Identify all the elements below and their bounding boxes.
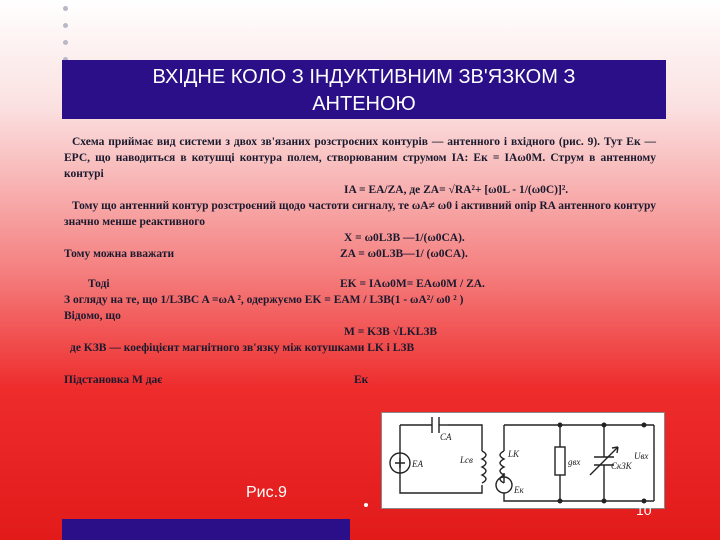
resistor-gvh-icon <box>555 447 565 475</box>
page-number: 10 <box>636 502 652 518</box>
row-then-formula: EK = IAω0M= EAω0M / ZA. <box>340 278 485 290</box>
paragraph-5: З огляду на те, що 1/LЗВC A =ωA ², одержуємо EK = EAM / LЗВ(1 - ωA²/ ω0 ² ) <box>64 294 464 306</box>
title-line-1: ВХІДНЕ КОЛО З ІНДУКТИВНИМ ЗВ'ЯЗКОМ З <box>152 66 576 88</box>
row-then-label: Тоді <box>88 278 110 290</box>
row-substitution-tail: Eк <box>354 374 369 386</box>
slide-body <box>64 134 656 388</box>
slide-title <box>62 60 666 119</box>
label-uvh: Uвх <box>634 451 649 461</box>
label-ca: CA <box>440 432 452 442</box>
row-approximation-formula: ZA = ω0LЗВ—1/ (ω0CA). <box>340 248 468 260</box>
formula-mutual: M = KЗВ √LKLЗВ <box>344 326 438 338</box>
figure-caption: Рис.9 <box>246 484 287 501</box>
title-line-2: АНТЕНОЮ <box>312 93 416 115</box>
label-lk: LK <box>508 449 520 459</box>
paragraph-7: де KЗВ — коефіцієнт магнітного зв'язку між котушками LK і LЗВ <box>70 342 415 354</box>
row-then <box>64 276 656 292</box>
footer-dots <box>364 503 668 507</box>
circuit-svg <box>382 413 664 508</box>
footer-bar <box>62 519 350 540</box>
paragraph-2: Тому що антенний контур розстроєний щодо частоти сигналу, те ωA≠ ω0 і активний опір RA антенного контуру значно менше реактивного <box>64 200 656 228</box>
paragraph-6: Відомо, що <box>64 310 121 322</box>
label-ck: CкЗК <box>611 461 632 471</box>
formula-current: IA = EA/ZA, де ZA= √RA²+ [ω0L - 1/(ω0C)]². <box>344 184 569 196</box>
label-ea: EA <box>412 459 423 469</box>
row-substitution <box>64 372 656 388</box>
paragraph-1: Схема приймає вид системи з двох зв'язаних розстроєних контурів — антенного і вхідного (рис. 9). Тут Eк — ЕРС, що наводиться в котушці контура полем, створюваним струмом IA: Eк = IAω0M. Струм в антенному контурі <box>64 136 656 180</box>
row-approximation-label: Тому можна вважати <box>64 248 175 260</box>
row-approximation <box>64 246 656 262</box>
formula-reactance: X = ω0LЗВ —1/(ω0CA). <box>344 232 465 244</box>
circuit-diagram <box>381 412 665 509</box>
label-gvh: gвх <box>568 457 581 467</box>
row-substitution-label: Підстановка M дає <box>64 374 163 386</box>
label-lsv: Lсв <box>460 455 473 465</box>
label-ek: Eк <box>514 485 524 495</box>
coil-lsv-icon <box>482 451 486 483</box>
